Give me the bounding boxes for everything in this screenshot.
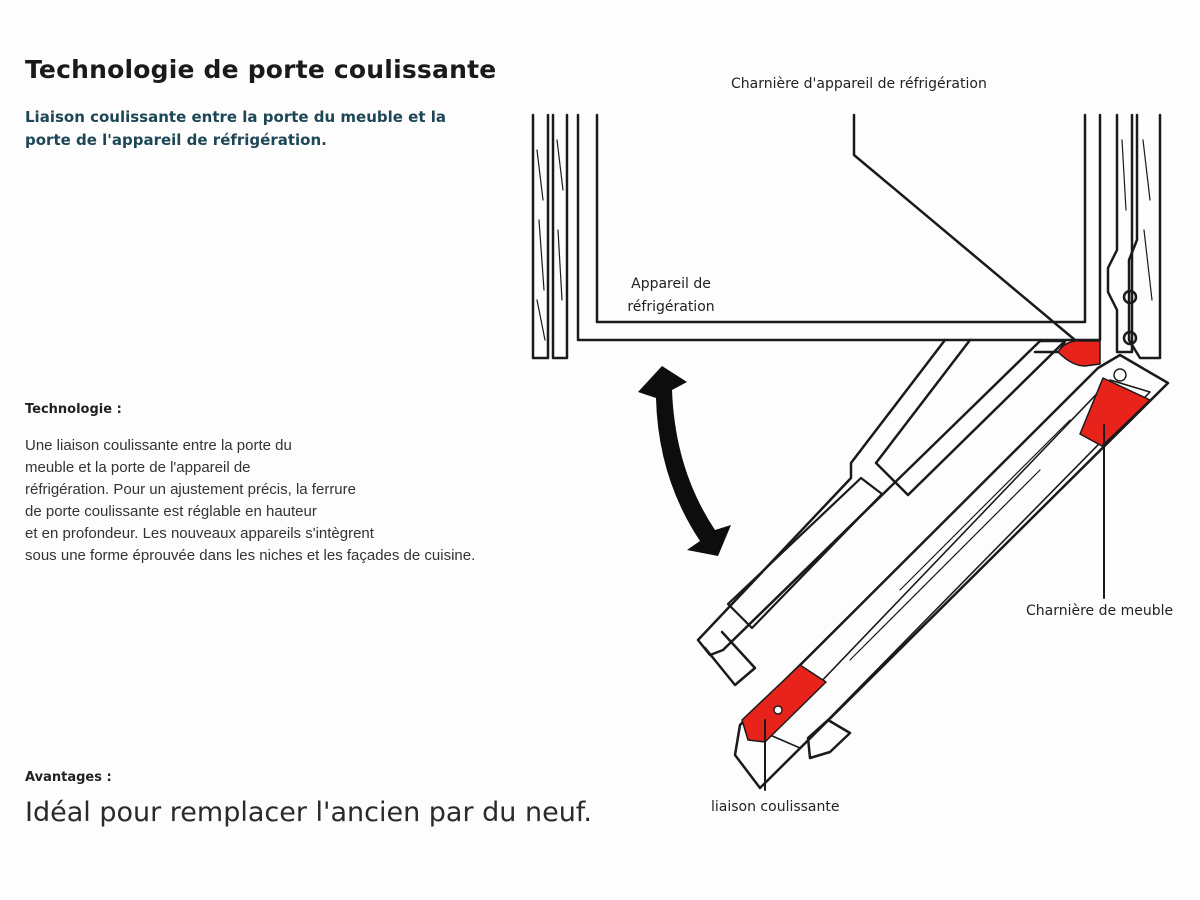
advantages-label: Avantages :: [25, 770, 112, 785]
cabinet-left-wall: [533, 115, 567, 358]
fridge-label-line: Appareil de: [631, 276, 711, 292]
technology-line: réfrigération. Pour un ajustement précis, la ferrure: [25, 481, 356, 498]
fridge-hinge-highlight: [1058, 341, 1100, 366]
technology-line: sous une forme éprouvée dans les niches et les façades de cuisine.: [25, 547, 476, 564]
swing-arrow: [638, 366, 731, 556]
technology-line: Une liaison coulissante entre la porte du: [25, 437, 292, 454]
fridge-label-line: réfrigération: [627, 299, 715, 315]
sliding-link-highlight: [742, 665, 826, 742]
technology-line: de porte coulissante est réglable en hauteur: [25, 503, 317, 520]
highlighted-parts: [742, 341, 1150, 742]
technology-line: et en profondeur. Les nouveaux appareils s'intègrent: [25, 525, 374, 542]
page-subtitle: Liaison coulissante entre la porte du meuble et la porte de l'appareil de réfrigération.: [25, 108, 447, 149]
fridge-door: [698, 340, 1065, 685]
fridge-label: [621, 273, 721, 319]
technology-line: meuble et la porte de l'appareil de: [25, 459, 251, 476]
technology-label: Technologie :: [25, 402, 122, 417]
fridge-hinge-label: Charnière d'appareil de réfrigération: [731, 76, 987, 92]
sliding-link-label: liaison coulissante: [711, 799, 840, 815]
cabinet-right-wall: [1108, 115, 1160, 358]
advantages-text: Idéal pour remplacer l'ancien par du neuf.: [25, 797, 592, 828]
cabinet-hinge-label: Charnière de meuble: [1026, 603, 1174, 619]
page-title: Technologie de porte coulissante: [25, 55, 497, 84]
